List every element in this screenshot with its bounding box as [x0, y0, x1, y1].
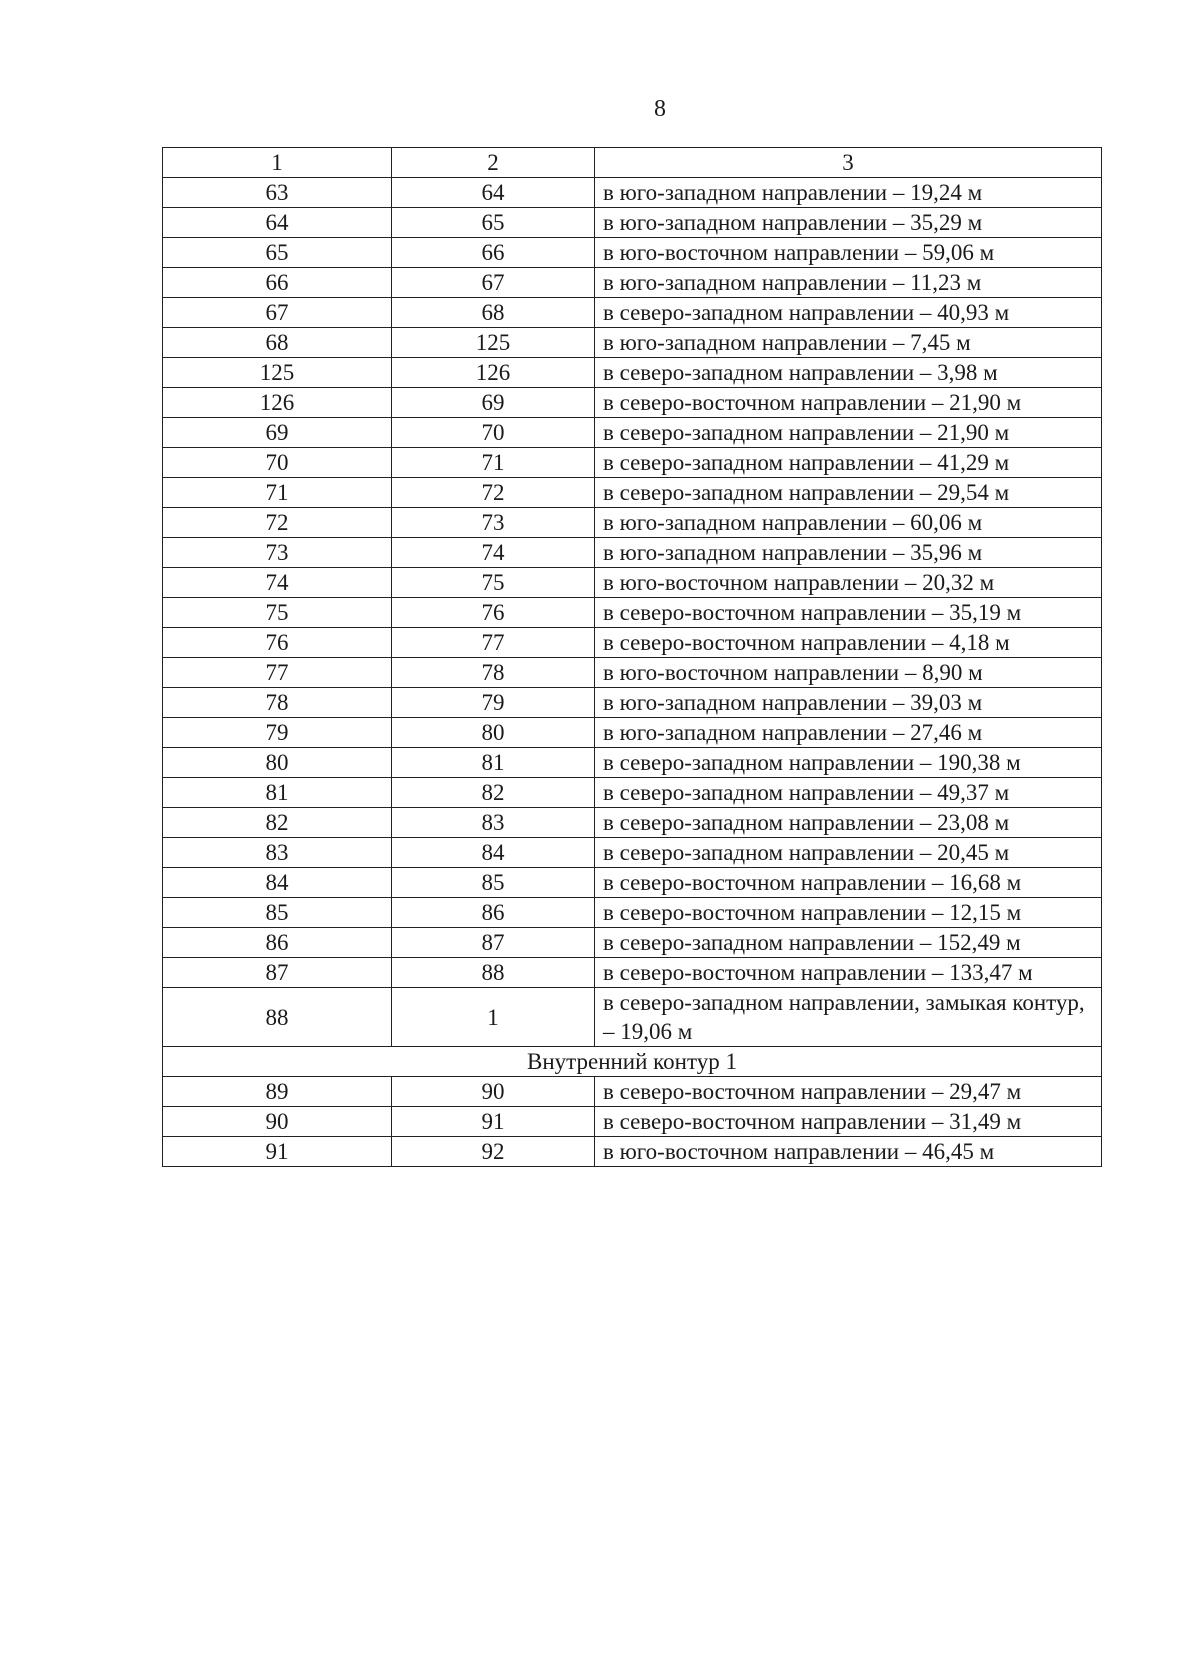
direction-cell: в северо-западном направлении – 152,49 м	[595, 928, 1102, 958]
direction-cell: в северо-западном направлении – 41,29 м	[595, 448, 1102, 478]
direction-cell: в юго-западном направлении – 39,03 м	[595, 688, 1102, 718]
point-from-cell: 70	[163, 448, 392, 478]
table-row	[163, 448, 1102, 478]
table-row	[163, 268, 1102, 298]
table-row	[163, 538, 1102, 568]
point-to-cell: 70	[392, 418, 595, 448]
point-to-cell: 81	[392, 748, 595, 778]
point-to-cell: 82	[392, 778, 595, 808]
table-row	[163, 238, 1102, 268]
point-to-cell: 80	[392, 718, 595, 748]
point-from-cell: 76	[163, 628, 392, 658]
table-row	[163, 838, 1102, 868]
point-from-cell: 66	[163, 268, 392, 298]
section-row	[163, 1047, 1102, 1077]
table-row	[163, 568, 1102, 598]
table-row	[163, 478, 1102, 508]
direction-cell: в северо-западном направлении – 20,45 м	[595, 838, 1102, 868]
table-row	[163, 718, 1102, 748]
point-from-cell: 85	[163, 898, 392, 928]
point-from-cell: 74	[163, 568, 392, 598]
point-from-cell: 91	[163, 1137, 392, 1167]
table-row	[163, 808, 1102, 838]
point-to-cell: 91	[392, 1107, 595, 1137]
point-to-cell: 66	[392, 238, 595, 268]
point-from-cell: 81	[163, 778, 392, 808]
point-to-cell: 126	[392, 358, 595, 388]
table-row	[163, 868, 1102, 898]
direction-cell: в юго-западном направлении – 35,29 м	[595, 208, 1102, 238]
section-title: Внутренний контур 1	[163, 1047, 1102, 1077]
header-col-1: 1	[163, 148, 392, 178]
direction-cell: в юго-западном направлении – 11,23 м	[595, 268, 1102, 298]
direction-cell: в северо-западном направлении – 23,08 м	[595, 808, 1102, 838]
point-to-cell: 85	[392, 868, 595, 898]
table-row	[163, 928, 1102, 958]
table-body	[163, 178, 1102, 1167]
direction-cell: в северо-западном направлении – 49,37 м	[595, 778, 1102, 808]
direction-cell: в северо-западном направлении – 29,54 м	[595, 478, 1102, 508]
direction-cell: в северо-западном направлении – 40,93 м	[595, 298, 1102, 328]
direction-cell: в северо-восточном направлении – 12,15 м	[595, 898, 1102, 928]
point-to-cell: 77	[392, 628, 595, 658]
point-from-cell: 125	[163, 358, 392, 388]
point-from-cell: 69	[163, 418, 392, 448]
direction-cell: в юго-восточном направлении – 8,90 м	[595, 658, 1102, 688]
table-row	[163, 1137, 1102, 1167]
point-from-cell: 71	[163, 478, 392, 508]
point-to-cell: 69	[392, 388, 595, 418]
point-from-cell: 65	[163, 238, 392, 268]
point-to-cell: 67	[392, 268, 595, 298]
table-row	[163, 208, 1102, 238]
point-from-cell: 79	[163, 718, 392, 748]
table-row	[163, 748, 1102, 778]
point-to-cell: 83	[392, 808, 595, 838]
point-to-cell: 73	[392, 508, 595, 538]
table-row	[163, 658, 1102, 688]
table-row	[163, 328, 1102, 358]
point-from-cell: 67	[163, 298, 392, 328]
page-number: 8	[654, 96, 666, 122]
point-to-cell: 72	[392, 478, 595, 508]
header-col-2: 2	[392, 148, 595, 178]
table-row	[163, 178, 1102, 208]
direction-cell: в северо-западном направлении – 190,38 м	[595, 748, 1102, 778]
point-to-cell: 71	[392, 448, 595, 478]
table-row	[163, 1077, 1102, 1107]
point-from-cell: 88	[163, 988, 392, 1047]
table-row	[163, 298, 1102, 328]
direction-cell: в северо-восточном направлении – 133,47 м	[595, 958, 1102, 988]
point-to-cell: 90	[392, 1077, 595, 1107]
direction-cell: в юго-западном направлении – 35,96 м	[595, 538, 1102, 568]
direction-cell: в северо-западном направлении, замыкая контур, – 19,06 м	[595, 988, 1102, 1047]
table-row	[163, 988, 1102, 1047]
point-from-cell: 75	[163, 598, 392, 628]
table-row	[163, 778, 1102, 808]
point-to-cell: 68	[392, 298, 595, 328]
point-from-cell: 63	[163, 178, 392, 208]
point-to-cell: 74	[392, 538, 595, 568]
point-from-cell: 83	[163, 838, 392, 868]
direction-cell: в юго-западном направлении – 7,45 м	[595, 328, 1102, 358]
direction-cell: в юго-восточном направлении – 20,32 м	[595, 568, 1102, 598]
point-from-cell: 126	[163, 388, 392, 418]
point-from-cell: 64	[163, 208, 392, 238]
direction-cell: в юго-западном направлении – 60,06 м	[595, 508, 1102, 538]
point-to-cell: 1	[392, 988, 595, 1047]
direction-cell: в северо-западном направлении – 3,98 м	[595, 358, 1102, 388]
table-row	[163, 388, 1102, 418]
boundary-table	[162, 147, 1102, 1167]
header-col-3: 3	[595, 148, 1102, 178]
direction-cell: в северо-восточном направлении – 31,49 м	[595, 1107, 1102, 1137]
table-header-row	[163, 148, 1102, 178]
point-from-cell: 87	[163, 958, 392, 988]
point-to-cell: 84	[392, 838, 595, 868]
point-to-cell: 125	[392, 328, 595, 358]
point-to-cell: 79	[392, 688, 595, 718]
direction-cell: в юго-восточном направлении – 46,45 м	[595, 1137, 1102, 1167]
point-from-cell: 90	[163, 1107, 392, 1137]
direction-cell: в юго-западном направлении – 19,24 м	[595, 178, 1102, 208]
table-row	[163, 688, 1102, 718]
point-from-cell: 80	[163, 748, 392, 778]
point-from-cell: 78	[163, 688, 392, 718]
table-row	[163, 508, 1102, 538]
table-row	[163, 358, 1102, 388]
table-row	[163, 958, 1102, 988]
point-from-cell: 82	[163, 808, 392, 838]
point-from-cell: 77	[163, 658, 392, 688]
point-from-cell: 86	[163, 928, 392, 958]
direction-cell: в юго-восточном направлении – 59,06 м	[595, 238, 1102, 268]
direction-cell: в северо-восточном направлении – 4,18 м	[595, 628, 1102, 658]
direction-cell: в юго-западном направлении – 27,46 м	[595, 718, 1102, 748]
direction-cell: в северо-восточном направлении – 35,19 м	[595, 598, 1102, 628]
point-from-cell: 73	[163, 538, 392, 568]
direction-cell: в северо-восточном направлении – 29,47 м	[595, 1077, 1102, 1107]
point-to-cell: 87	[392, 928, 595, 958]
direction-cell: в северо-западном направлении – 21,90 м	[595, 418, 1102, 448]
point-from-cell: 84	[163, 868, 392, 898]
point-to-cell: 75	[392, 568, 595, 598]
point-from-cell: 68	[163, 328, 392, 358]
direction-cell: в северо-восточном направлении – 21,90 м	[595, 388, 1102, 418]
table-row	[163, 418, 1102, 448]
point-from-cell: 72	[163, 508, 392, 538]
direction-cell: в северо-восточном направлении – 16,68 м	[595, 868, 1102, 898]
point-to-cell: 65	[392, 208, 595, 238]
point-from-cell: 89	[163, 1077, 392, 1107]
point-to-cell: 92	[392, 1137, 595, 1167]
point-to-cell: 86	[392, 898, 595, 928]
table-row	[163, 1107, 1102, 1137]
table-row	[163, 598, 1102, 628]
point-to-cell: 78	[392, 658, 595, 688]
table-row	[163, 628, 1102, 658]
table-row	[163, 898, 1102, 928]
point-to-cell: 76	[392, 598, 595, 628]
point-to-cell: 88	[392, 958, 595, 988]
point-to-cell: 64	[392, 178, 595, 208]
